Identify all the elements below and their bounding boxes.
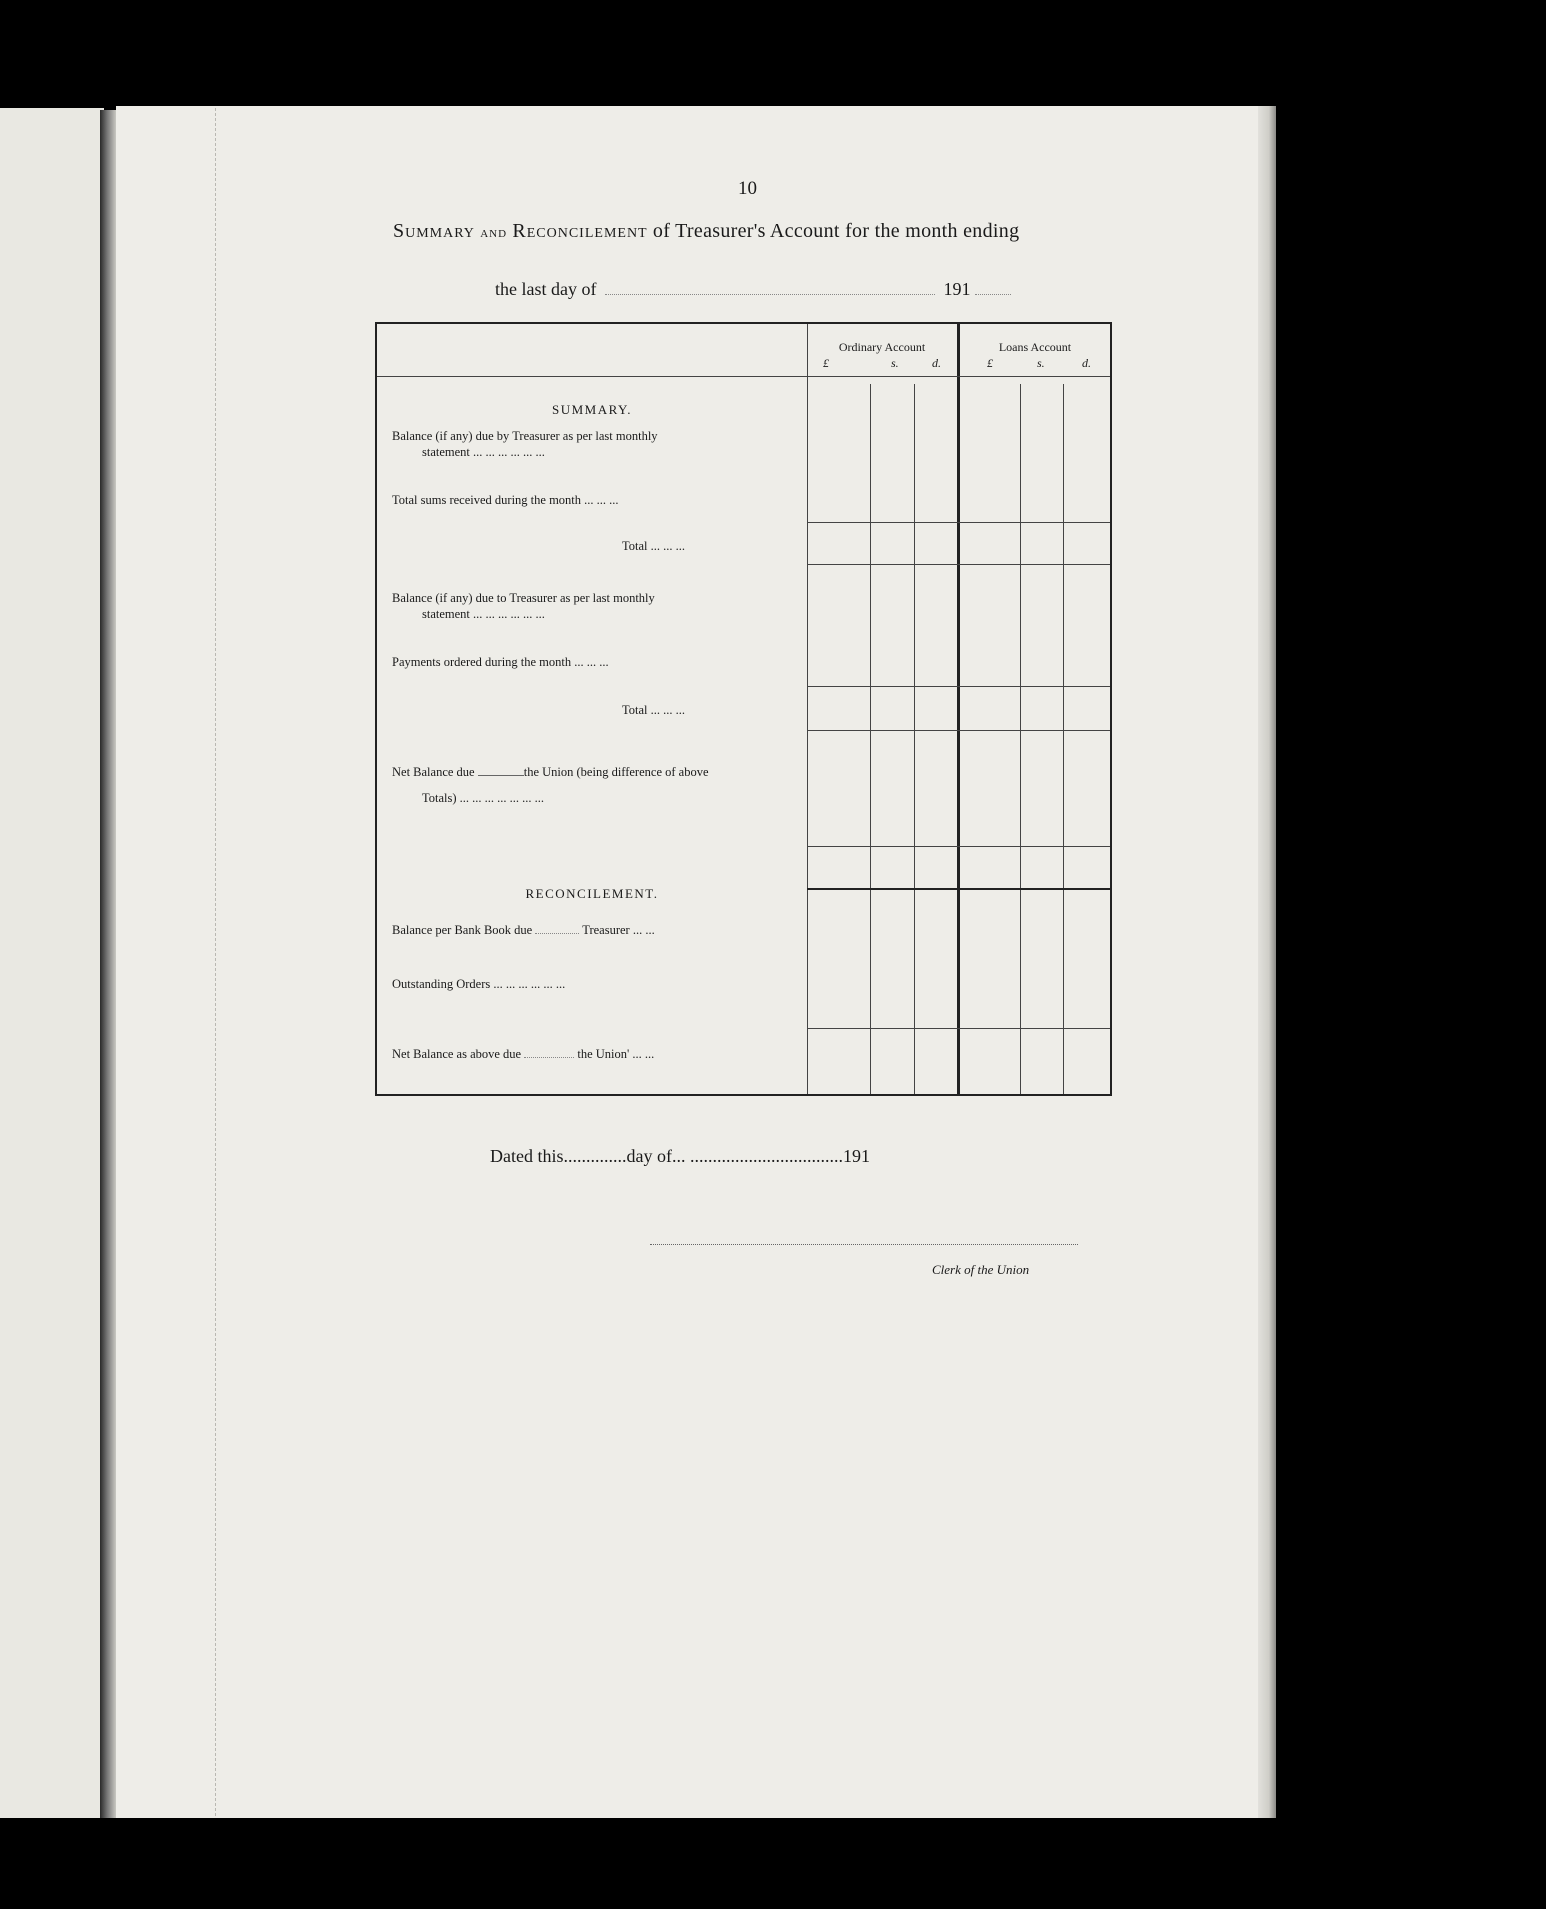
loans-shilling-label: s. (1037, 356, 1045, 370)
row-total-1: Total ... ... ... (622, 539, 686, 553)
rule-after-receipts (807, 522, 1110, 523)
date-line-prefix: the last day of (495, 279, 597, 299)
page-edge (1258, 106, 1276, 1818)
row-payments-ordered: Payments ordered during the month ... ... ... (392, 655, 609, 669)
row-total-2: Total ... ... ... (622, 703, 686, 717)
row-net-balance-above (392, 1046, 807, 1062)
header-rule (377, 376, 1110, 377)
header-ordinary-account: Ordinary Account (838, 340, 926, 354)
divider-label-column (807, 324, 808, 1094)
rule-after-total-1 (807, 564, 1110, 565)
divider-loans-shilling (1063, 384, 1064, 1094)
signature-line[interactable] (650, 1244, 1078, 1245)
title-rest: of Treasurer's Account for the month ending (652, 220, 1020, 242)
row-outstanding-orders: Outstanding Orders ... ... ... ... ... ... (392, 977, 566, 991)
rule-summary-end (807, 888, 1110, 890)
row-net-balance-a: Net Balance due (392, 765, 475, 779)
rule-reconcile-total (807, 1028, 1110, 1029)
clerk-signature-caption: Clerk of the Union (932, 1262, 1030, 1277)
divider-ord-pound (870, 384, 871, 1094)
ord-pound-label: £ (823, 356, 829, 370)
row-balance-due-to-line2: statement ... ... ... ... ... ... (422, 607, 545, 621)
dated-line: Dated this..............day of... ..................................191 (490, 1146, 870, 1166)
row-net-balance-b: the Union (being difference of above (523, 765, 709, 779)
row-net-balance-above-b: the Union' ... ... (577, 1047, 655, 1061)
header-loans-account: Loans Account (998, 340, 1072, 354)
year-blank[interactable] (975, 294, 1011, 295)
row-balance-due-by (392, 428, 807, 460)
row-net-balance (392, 764, 807, 806)
rule-net-balance (807, 846, 1110, 847)
title-summary: Summary (393, 220, 475, 242)
rule-after-total-2 (807, 730, 1110, 731)
loans-pence-label: d. (1082, 356, 1091, 370)
row-net-balance-above-a: Net Balance as above due (392, 1047, 522, 1061)
summary-heading: SUMMARY. (551, 402, 633, 417)
account-form-table (375, 322, 1112, 1096)
row-balance-due-by-line2: statement ... ... ... ... ... ... (422, 445, 545, 459)
divider-accounts (957, 324, 960, 1094)
page-title (393, 220, 1019, 243)
row-balance-due-to (392, 590, 807, 622)
divider-ord-shilling (914, 384, 915, 1094)
title-date-line (495, 279, 1011, 300)
net-balance-blank[interactable] (478, 775, 524, 776)
reconcilement-heading: RECONCILEMENT. (525, 886, 659, 901)
date-line-year: 191 (943, 279, 971, 299)
row-bank-book (392, 922, 807, 938)
net-balance-above-blank[interactable] (524, 1057, 574, 1058)
book-spine (100, 110, 116, 1818)
ord-shilling-label: s. (891, 356, 899, 370)
bank-book-blank[interactable] (535, 933, 579, 934)
page-number: 10 (738, 178, 757, 199)
title-reconcilement: Reconcilement (512, 220, 648, 242)
perforation-line (215, 108, 216, 1816)
left-page (0, 108, 104, 1818)
row-balance-due-by-line1: Balance (if any) due by Treasurer as per last monthly (392, 429, 658, 443)
month-blank[interactable] (605, 294, 935, 295)
title-and: and (480, 225, 508, 241)
row-balance-due-to-line1: Balance (if any) due to Treasurer as per last monthly (392, 591, 655, 605)
row-bank-book-a: Balance per Bank Book due (392, 923, 533, 937)
rule-after-payments (807, 686, 1110, 687)
row-bank-book-b: Treasurer ... ... (582, 923, 655, 937)
loans-pound-label: £ (987, 356, 993, 370)
row-net-balance-line2: Totals) ... ... ... ... ... ... ... (422, 791, 545, 805)
divider-loans-pound (1020, 384, 1021, 1094)
ord-pence-label: d. (932, 356, 941, 370)
row-total-received: Total sums received during the month ... ... ... (392, 493, 619, 507)
